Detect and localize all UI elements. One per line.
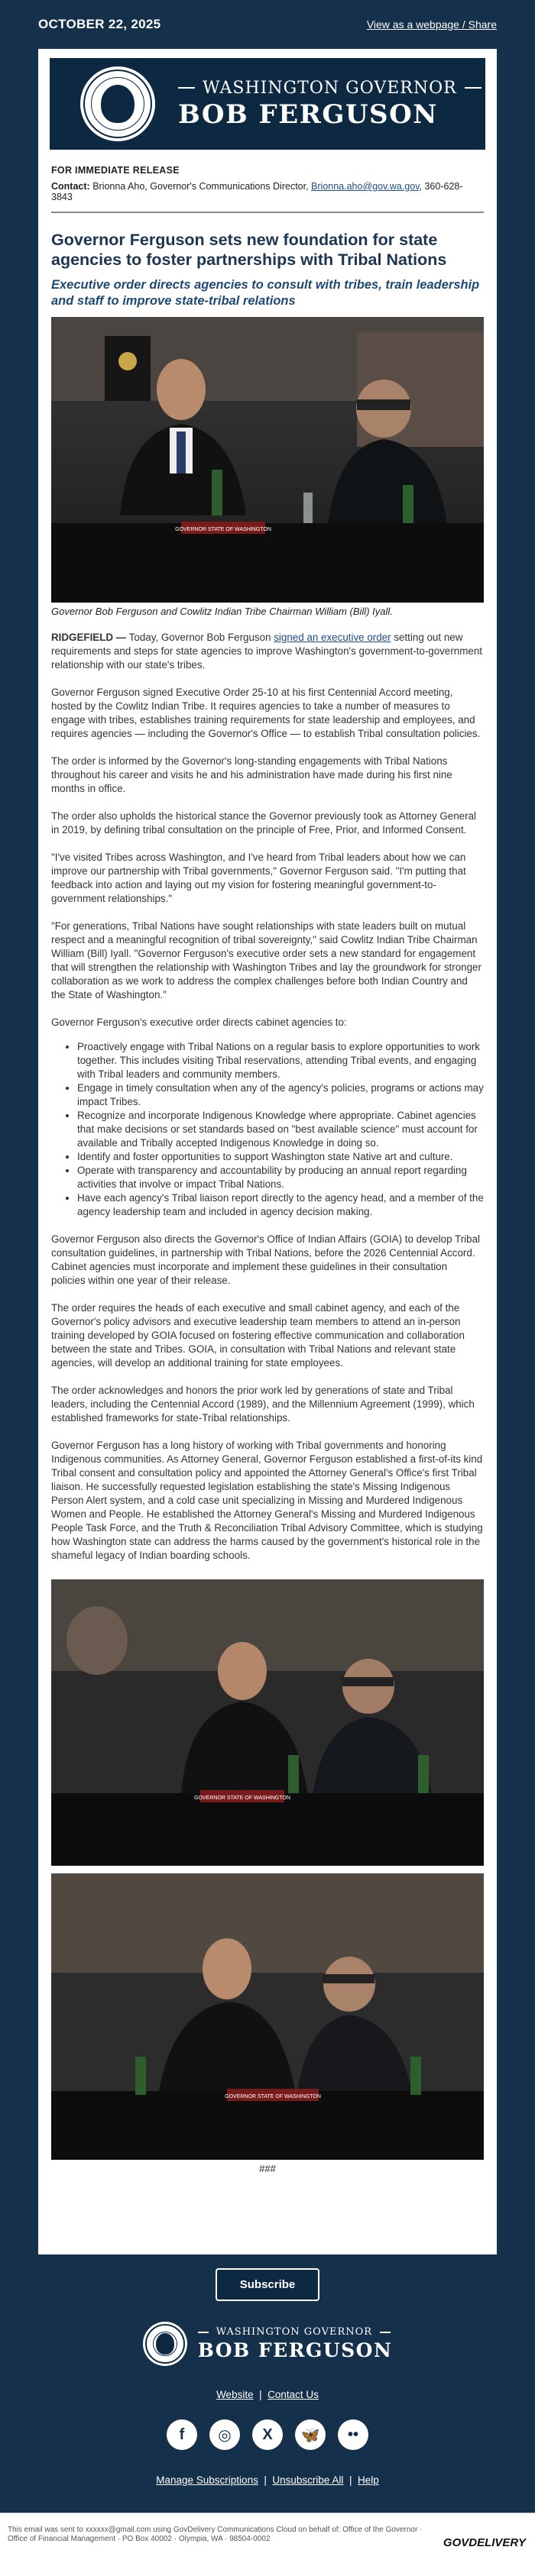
release-label: FOR IMMEDIATE RELEASE — [51, 165, 180, 176]
placard-text: GOVERNOR STATE OF WASHINGTON — [225, 2094, 321, 2099]
legal-footer — [0, 2513, 535, 2576]
header-banner — [50, 58, 485, 150]
contact-us-link[interactable]: Contact Us — [268, 2389, 319, 2400]
list-item: • Have each agency's Tribal liaison report directly to the agency head, and a member of the agency leadership team and included in agency decision making. — [77, 1191, 484, 1219]
paragraph-1 — [51, 631, 484, 672]
subscription-links — [0, 2474, 535, 2486]
top-bar — [0, 0, 535, 49]
footer-links — [0, 2389, 535, 2400]
help-link[interactable]: Help — [357, 2474, 379, 2486]
paragraph-9: The order requires the heads of each executive and small cabinet agency, and each of the Governor's policy advisors and executive leadership team members to attend an in-person training developed by GOIA focused on fostering effective communication and collaboration between the state and Tribes. GOIA, in consultation with Tribal Nations and relevant state agencies, will develop an additional training for state employees. — [51, 1302, 465, 1369]
facebook-icon[interactable]: f — [167, 2419, 197, 2450]
photo-signing — [51, 317, 484, 603]
contact-phone: , 360-628-3843 — [51, 181, 463, 202]
state-seal-icon — [143, 2322, 187, 2366]
separator: | — [349, 2474, 352, 2486]
paragraph-7: Governor Ferguson's executive order directs cabinet agencies to: — [51, 1017, 347, 1028]
footer-logo-line2: BOB FERGUSON — [197, 2339, 393, 2361]
header-title — [178, 79, 481, 130]
p1-text-b: setting out new requirements and steps for state agencies to improve Washington's government-to-government relationship with our state's tribes. — [51, 632, 483, 671]
contact-email-link[interactable]: Brionna.aho@gov.wa.gov — [311, 181, 420, 192]
paragraph-3: The order is informed by the Governor's long-standing engagements with Tribal Nations throughout his career and visits he and his administration have made during his first nine months in office. — [51, 755, 452, 794]
subscribe-row — [0, 2268, 535, 2301]
photo-signing-2 — [51, 1873, 484, 2160]
list-item: • Operate with transparency and accountability by producing an annual report regarding activities that involve or impact Tribal Nations. — [77, 1164, 484, 1191]
bluesky-icon[interactable]: 🦋 — [295, 2419, 326, 2450]
list-item: • Engage in timely consultation when any of the agency's policies, programs or actions may impact Tribes. — [77, 1081, 484, 1109]
release-info — [38, 150, 497, 202]
list-item: • Recognize and incorporate Indigenous Knowledge where appropriate. Cabinet agencies that make decisions or set standards based on "best available science" must account for available and Tribally accepted Indigenous Knowledge in doing so. — [77, 1109, 484, 1150]
article-body — [38, 631, 497, 1563]
headline: Governor Ferguson sets new foundation for state agencies to foster partnerships with Tribal Nations — [51, 231, 447, 269]
flickr-icon[interactable]: •• — [338, 2419, 368, 2450]
govdelivery-logo: GOVDELIVERY — [443, 2536, 526, 2549]
dateline: RIDGEFIELD — — [51, 632, 127, 643]
separator: | — [264, 2474, 267, 2486]
paragraph-6: "For generations, Tribal Nations have sought relationships with state leaders built on mutual respect and a meaningful recognition of tribal sovereignty," said Cowlitz Indian Tribe Chairman William (Bill) Iyall. "Governor Ferguson's executive order sets a new standard for engagement that will strengthen the relationship with Washington Tribes and lay the groundwork for stronger collaboration as we work to address the complex challenges before both Indian Country and the State of Washington." — [51, 920, 481, 1000]
paragraph-11: Governor Ferguson has a long history of working with Tribal governments and honoring Indigenous communities. As Attorney General, Governor Ferguson established a first-of-its kind Tribal consent and consultation policy and appointed the Attorney General's Office's first Tribal liaison. He successfully requested legislation establishing the state's Missing Indigenous Person Alert system, and a cold case unit specializing in Missing and Murdered Indigenous Women and People. He established the Attorney General's Missing and Murdered Indigenous People Task Force, and the Truth & Reconciliation Tribal Advisory Committee, which is studying how Washington state can address the harms caused by the government's historical role in the shameful legacy of Indian boarding schools. — [51, 1440, 483, 1561]
contact-label: Contact: — [51, 181, 90, 192]
footer-logo-text — [198, 2326, 393, 2361]
x-twitter-icon[interactable]: X — [252, 2419, 283, 2450]
photo-meeting — [51, 1579, 484, 1866]
footer-logo — [0, 2322, 535, 2366]
subhead: Executive order directs agencies to consult with tribes, train leadership and staff to improve state-tribal relations — [51, 278, 480, 308]
social-links — [0, 2419, 535, 2450]
separator: | — [259, 2389, 262, 2400]
placard-text: GOVERNOR STATE OF WASHINGTON — [194, 1795, 290, 1801]
state-seal-icon — [80, 66, 155, 141]
instagram-icon[interactable]: ◎ — [209, 2419, 240, 2450]
executive-order-link[interactable]: signed an executive order — [274, 632, 391, 643]
email-body-card — [38, 49, 497, 2254]
p1-text-a: Today, Governor Bob Ferguson — [126, 632, 274, 643]
list-item: • Proactively engage with Tribal Nations on a regular basis to explore opportunities to work together. This includes visiting Tribal reservations, attending Tribal events, and engaging with Tribal leaders and community members. — [77, 1040, 484, 1081]
website-link[interactable]: Website — [216, 2389, 254, 2400]
photo-caption: Governor Bob Ferguson and Cowlitz Indian Tribe Chairman William (Bill) Iyall. — [51, 606, 393, 617]
web-view-link[interactable]: View as a webpage / Share — [366, 18, 497, 31]
paragraph-5: "I've visited Tribes across Washington, and I've heard from Tribal leaders about how we can improve our partnership with Tribal governments," Governor Ferguson said. "I'm putting that feedback into action and laying out my vision for fostering meaningful government-to-government relationships." — [51, 852, 466, 904]
directives-list — [51, 1040, 484, 1219]
release-date: OCTOBER 22, 2025 — [38, 17, 161, 31]
paragraph-8: Governor Ferguson also directs the Governor's Office of Indian Affairs (GOIA) to develop Tribal consultation guidelines, in partnership with Tribal Nations, before the 2026 Centennial Accord. Cabinet agencies must incorporate and implement these guidelines in their consultation policies within one year of their release. — [51, 1233, 481, 1286]
paragraph-2: Governor Ferguson signed Executive Order 25-10 at his first Centennial Accord meeting, hosted by the Cowlitz Indian Tribe. It requires agencies to take a number of measures to engage with tribes, establishes training requirements for state leadership and employees, and requires agencies — including the Governor's Office — to establish Tribal consultation policies. — [51, 687, 481, 739]
end-marks: ### — [259, 2163, 276, 2174]
paragraph-10: The order acknowledges and honors the prior work led by generations of state and Tribal leaders, including the Centennial Accord (1989), and the Millennium Agreement (1999), which established frameworks for state-Tribal relationships. — [51, 1385, 475, 1424]
footer-logo-line1: WASHINGTON GOVERNOR — [198, 2326, 393, 2338]
header-line1: WASHINGTON GOVERNOR — [178, 79, 481, 98]
small-print: This email was sent to xxxxxx@gmail.com using GovDelivery Communications Cloud on behalf of: Office of the Governor · Office of Financial Management · PO Box 40002 · Olympia, WA · 98504-0002 — [8, 2526, 423, 2543]
header-line2: BOB FERGUSON — [178, 99, 438, 130]
unsubscribe-all-link[interactable]: Unsubscribe All — [272, 2474, 344, 2486]
contact-text: Brionna Aho, Governor's Communications Director, — [92, 181, 309, 192]
subscribe-button[interactable]: Subscribe — [216, 2268, 319, 2301]
paragraph-4: The order also upholds the historical stance the Governor previously took as Attorney General in 2019, by defining tribal consultation on the principle of Free, Prior, and Informed Consent. — [51, 810, 477, 836]
contact-line — [51, 181, 484, 202]
manage-subscriptions-link[interactable]: Manage Subscriptions — [156, 2474, 258, 2486]
placard-text: GOVERNOR STATE OF WASHINGTON — [175, 527, 271, 532]
list-item: • Identify and foster opportunities to support Washington state Native art and culture. — [77, 1150, 484, 1164]
